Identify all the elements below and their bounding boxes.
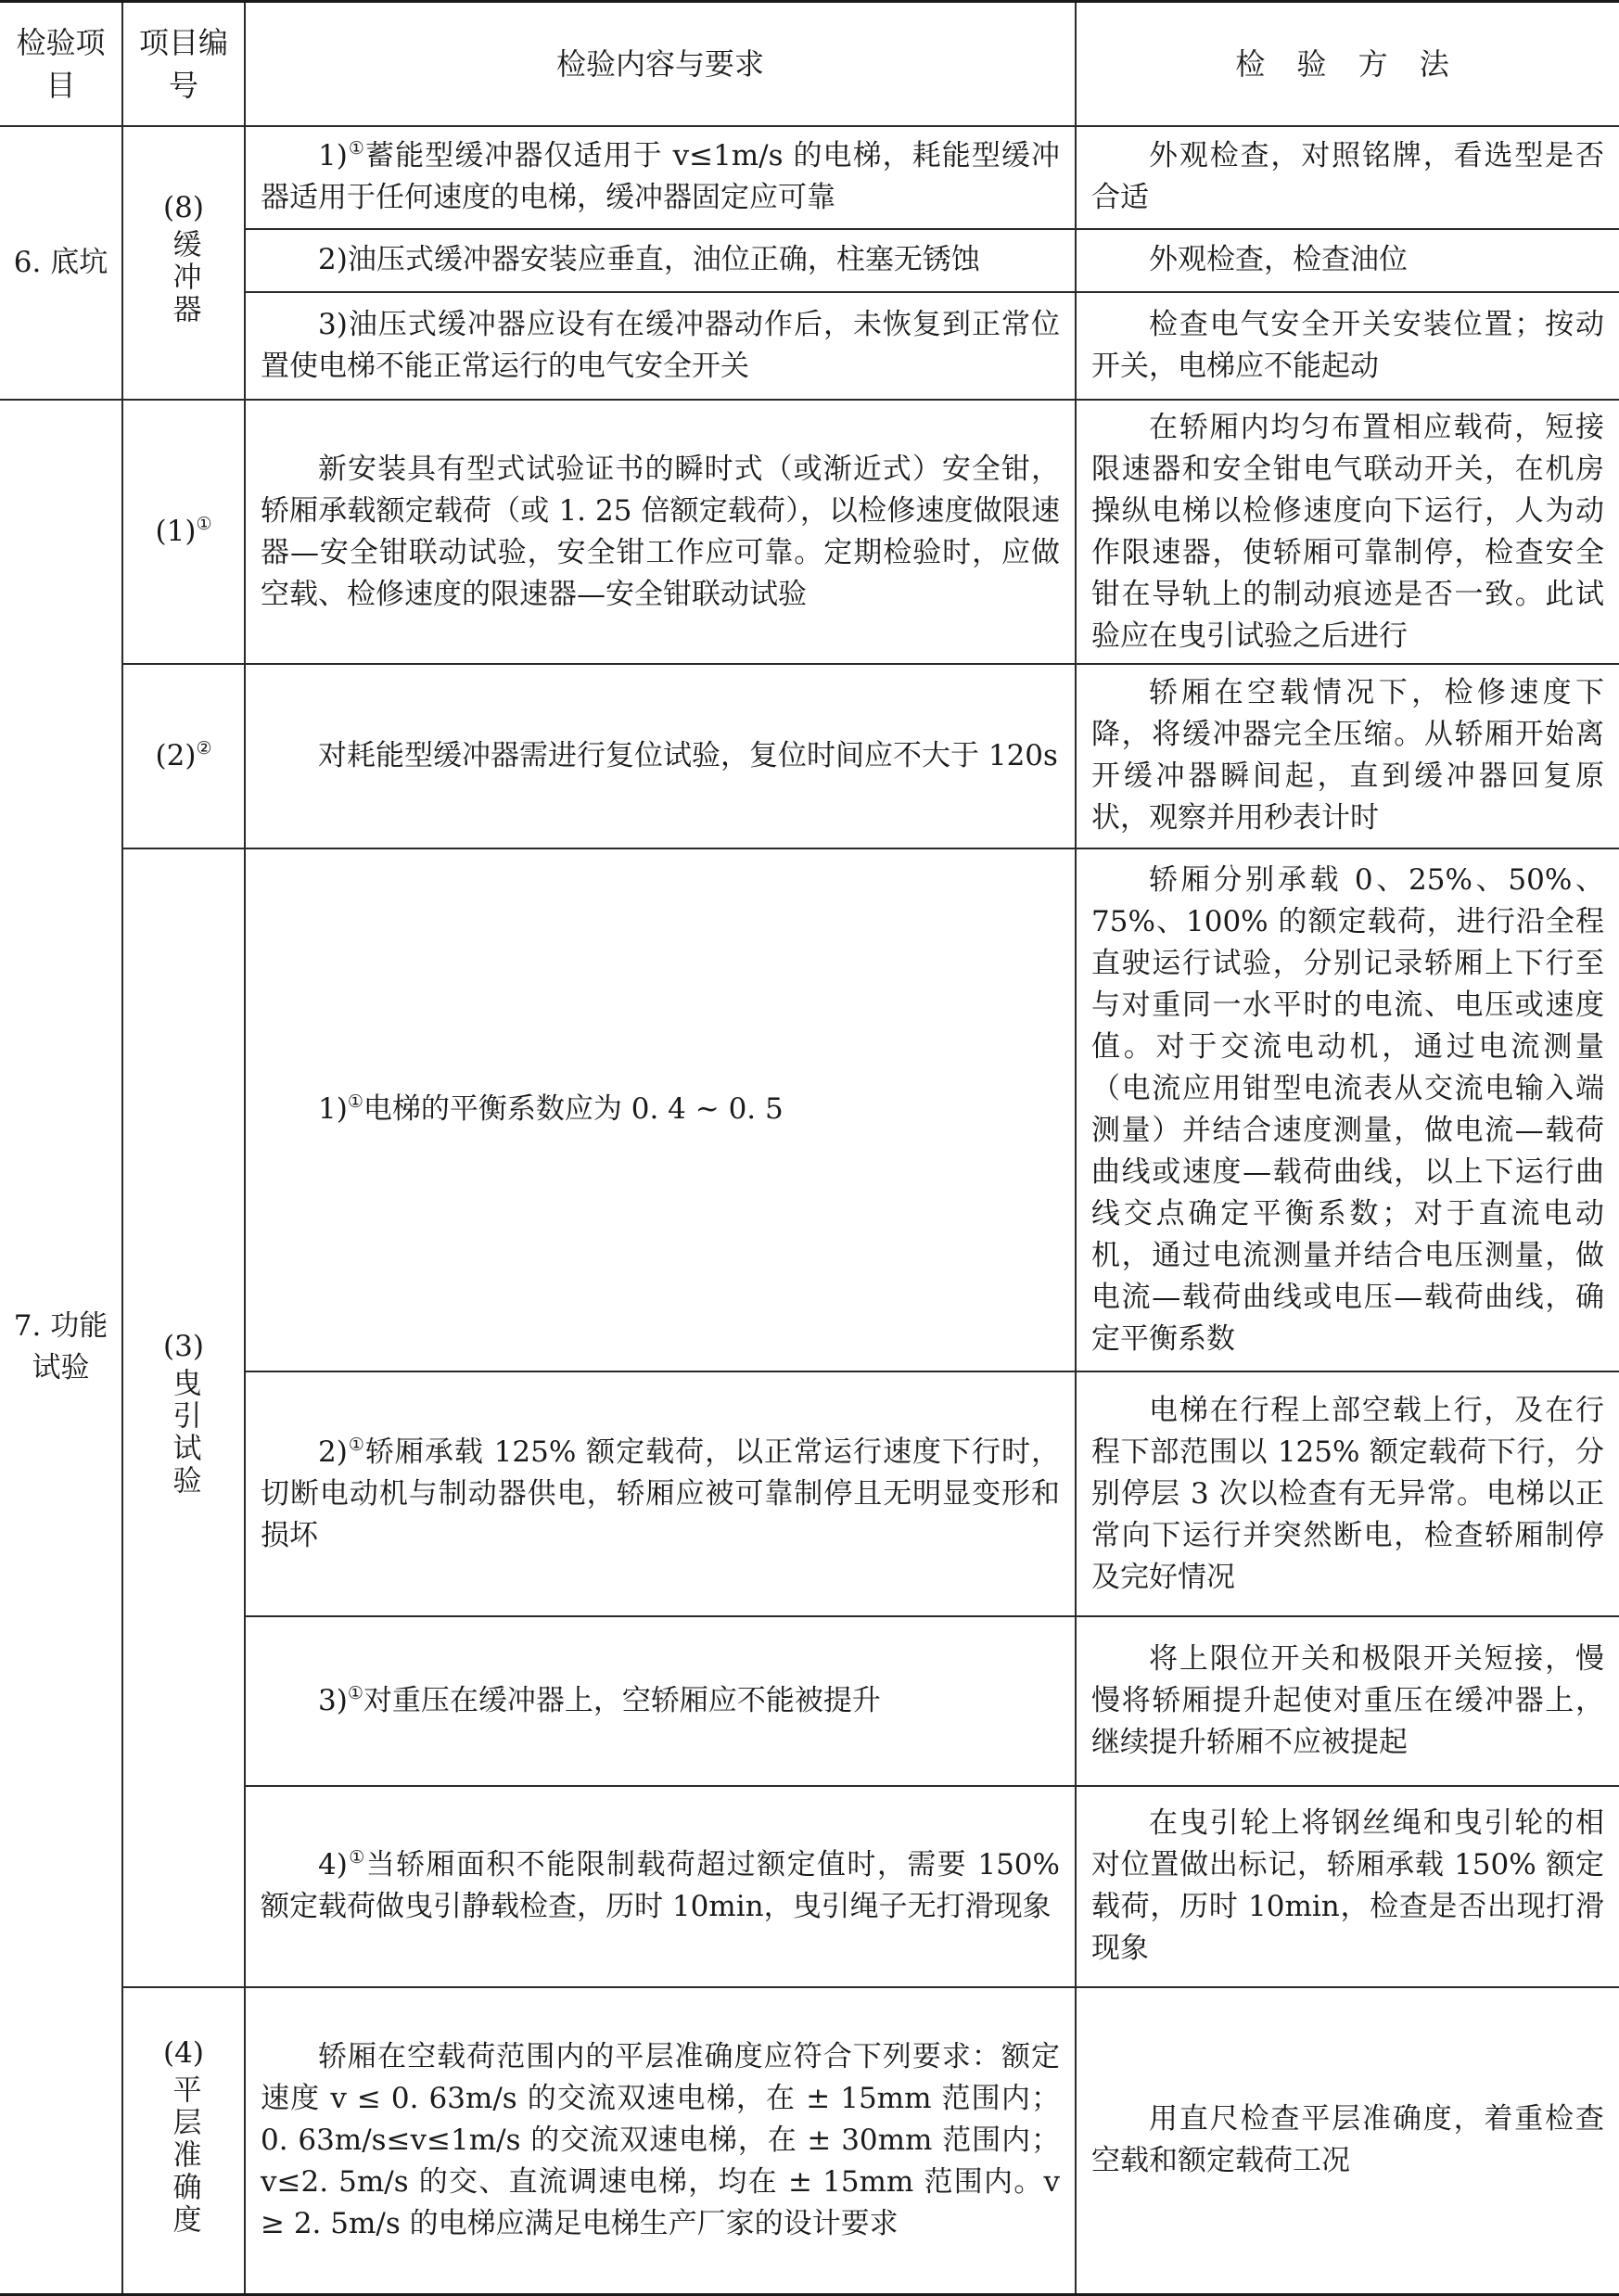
header-inspection-item: 检验项目 bbox=[0, 2, 122, 127]
method-cell: 轿厢分别承载 0、25%、50%、75%、100% 的额定载荷，进行沿全程直驶运行试验，分别记录轿厢上下行至与对重同一水平时的电流、电压或速度值。对于交流电动机，通过电流测量（电流应用钳型电流表从交流电输入端测量）并结合速度测量，做电流—载荷曲线或速度—载荷曲线，以上下运行曲线交点确定平衡系数；对于直流电动机，通过电流测量并结合电压测量，做电流—载荷曲线或电压—载荷曲线，确定平衡系数 bbox=[1076, 848, 1619, 1372]
header-method: 检 验 方 法 bbox=[1076, 2, 1619, 127]
item-number: (3) bbox=[163, 1329, 204, 1363]
content-cell: 轿厢在空载荷范围内的平层准确度应符合下列要求：额定速度 v ≤ 0. 63m/s 的交流双速电梯，在 ± 15mm 范围内；0. 63m/s≤v≤1m/s 的交流双速电梯，在 ± 30mm 范围内；v≤2. 5m/s 的交、直流调速电梯，均在 ± 15mm 范围内。v ≥ 2. 5m/s 的电梯应满足电梯生产厂家的设计要求 bbox=[245, 1987, 1076, 2295]
item-name: 曳引试验 bbox=[167, 1367, 201, 1498]
content-cell: 1)①蓄能型缓冲器仅适用于 v≤1m/s 的电梯，耗能型缓冲器适用于任何速度的电梯，缓冲器固定应可靠 bbox=[245, 126, 1076, 228]
method-cell: 在曳引轮上将钢丝绳和曳引轮的相对位置做出标记，轿厢承载 150% 额定载荷，历时 10min，检查是否出现打滑现象 bbox=[1076, 1786, 1619, 1987]
content-cell: 对耗能型缓冲器需进行复位试验，复位时间应不大于 120s bbox=[245, 664, 1076, 848]
content-cell: 3)油压式缓冲器应设有在缓冲器动作后，未恢复到正常位置使电梯不能正常运行的电气安全开关 bbox=[245, 292, 1076, 401]
category-function-test: 7. 功能试验 bbox=[0, 400, 122, 2294]
header-item-number: 项目编号 bbox=[122, 2, 245, 127]
method-cell: 外观检查，检查油位 bbox=[1076, 229, 1619, 292]
category-pit: 6. 底坑 bbox=[0, 126, 122, 400]
method-cell: 在轿厢内均匀布置相应载荷，短接限速器和安全钳电气联动开关，在机房操纵电梯以检修速度向下运行，人为动作限速器，使轿厢可靠制停，检查安全钳在导轨上的制动痕迹是否一致。此试验应在曳引试验之后进行 bbox=[1076, 400, 1619, 663]
content-cell: 新安装具有型式试验证书的瞬时式（或渐近式）安全钳，轿厢承载额定载荷（或 1. 25 倍额定载荷），以检修速度做限速器—安全钳联动试验，安全钳工作应可靠。定期检验时，应做空载、检修速度的限速器—安全钳联动试验 bbox=[245, 400, 1076, 663]
table-row bbox=[0, 126, 1619, 228]
content-cell: 2)油压式缓冲器安装应垂直，油位正确，柱塞无锈蚀 bbox=[245, 229, 1076, 292]
item-buffer bbox=[122, 126, 245, 400]
table-row bbox=[0, 848, 1619, 1372]
table-row bbox=[0, 400, 1619, 663]
item-traction-test bbox=[122, 848, 245, 1987]
content-cell: 4)①当轿厢面积不能限制载荷超过额定值时，需要 150% 额定载荷做曳引静载检查，历时 10min，曳引绳子无打滑现象 bbox=[245, 1786, 1076, 1987]
content-cell: 3)①对重压在缓冲器上，空轿厢应不能被提升 bbox=[245, 1616, 1076, 1786]
header-row bbox=[0, 2, 1619, 127]
method-cell: 外观检查，对照铭牌，看选型是否合适 bbox=[1076, 126, 1619, 228]
method-cell: 将上限位开关和极限开关短接，慢慢将轿厢提升起使对重压在缓冲器上，继续提升轿厢不应被提起 bbox=[1076, 1616, 1619, 1786]
table-row bbox=[0, 664, 1619, 848]
item-number: (2)② bbox=[122, 664, 245, 848]
method-cell: 检查电气安全开关安装位置；按动开关，电梯应不能起动 bbox=[1076, 292, 1619, 401]
method-cell: 轿厢在空载情况下，检修速度下降，将缓冲器完全压缩。从轿厢开始离开缓冲器瞬间起，直到缓冲器回复原状，观察并用秒表计时 bbox=[1076, 664, 1619, 848]
table-row bbox=[0, 1987, 1619, 2295]
content-cell: 2)①轿厢承载 125% 额定载荷，以正常运行速度下行时，切断电动机与制动器供电，轿厢应被可靠制停且无明显变形和损坏 bbox=[245, 1371, 1076, 1616]
method-cell: 电梯在行程上部空载上行，及在行程下部范围以 125% 额定载荷下行，分别停层 3 次以检查有无异常。电梯以正常向下运行并突然断电，检查轿厢制停及完好情况 bbox=[1076, 1371, 1619, 1616]
item-number: (4) bbox=[163, 2035, 204, 2070]
item-leveling-accuracy bbox=[122, 1987, 245, 2295]
item-number: (8) bbox=[163, 191, 204, 225]
header-content-requirements: 检验内容与要求 bbox=[245, 2, 1076, 127]
item-name: 缓冲器 bbox=[167, 229, 201, 327]
item-number: (1)① bbox=[122, 400, 245, 663]
content-cell: 1)①电梯的平衡系数应为 0. 4 ~ 0. 5 bbox=[245, 848, 1076, 1372]
item-name: 平层准确度 bbox=[167, 2073, 201, 2237]
method-cell: 用直尺检查平层准确度，着重检查空载和额定载荷工况 bbox=[1076, 1987, 1619, 2295]
